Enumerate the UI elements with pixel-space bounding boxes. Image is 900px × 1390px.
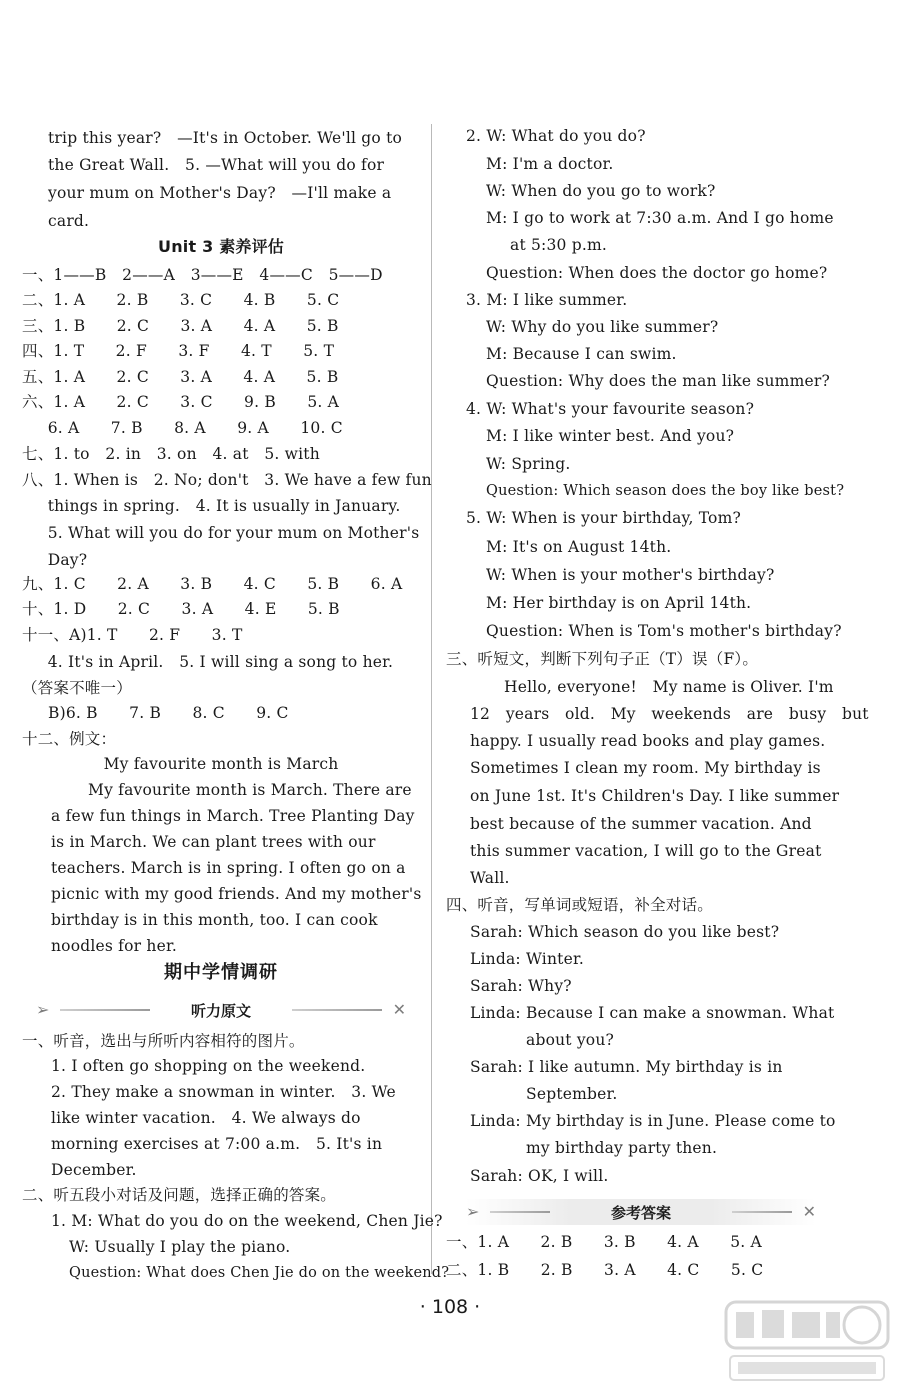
answer-line: 十二、例文：: [22, 730, 117, 748]
answer-line: 十、1. D 2. C 3. A 4. E 5. B: [22, 600, 340, 618]
transcript-line: W: Usually I play the piano.: [69, 1238, 291, 1256]
text-line: your mum on Mother's Day? —I'll make a: [48, 184, 392, 202]
transcript-line: 4. W: What's your favourite season?: [466, 400, 755, 418]
banner-label: 参考答案: [610, 1204, 671, 1222]
answer-note: （答案不唯一）: [22, 679, 132, 697]
text-line: card.: [48, 212, 90, 230]
answer-line: 一、1. A 2. B 3. B 4. A 5. A: [446, 1233, 762, 1251]
essay-line: is in March. We can plant trees with our: [51, 833, 376, 851]
text-line: trip this year? —It's in October. We'll go to: [48, 129, 403, 147]
answer-line: 五、1. A 2. C 3. A 4. A 5. B: [22, 368, 339, 386]
dialogue-line: my birthday party then.: [526, 1139, 718, 1157]
column-divider: [431, 124, 432, 1274]
transcript-line: M: Her birthday is on April 14th.: [486, 594, 752, 612]
unit-heading: Unit 3 素养评估: [158, 237, 284, 256]
transcript-line: Question: Why does the man like summer?: [486, 372, 830, 390]
answer-banner: [466, 1199, 816, 1225]
essay-line: birthday is in this month, too. I can cook: [51, 911, 378, 929]
transcript-line: W: When is your mother's birthday?: [486, 566, 775, 584]
answer-line: 三、1. B 2. C 3. A 4. A 5. B: [22, 317, 339, 335]
passage-line: on June 1st. It's Children's Day. I like summer: [470, 787, 840, 805]
dialogue-line: Sarah: OK, I will.: [470, 1167, 609, 1185]
transcript-line: 1. I often go shopping on the weekend.: [51, 1057, 366, 1075]
section-title: 期中学情调研: [164, 962, 278, 983]
question-heading: 三、听短文，判断下列句子正（T）误（F）。: [446, 650, 759, 668]
passage-line: happy. I usually read books and play games.: [470, 732, 826, 750]
dialogue-line: Sarah: Why?: [470, 977, 572, 995]
answer-line: 十一、A)1. T 2. F 3. T: [22, 626, 243, 644]
answer-line: 5. What will you do for your mum on Mother's: [32, 524, 420, 542]
passage-line: Sometimes I clean my room. My birthday is: [470, 759, 821, 777]
transcript-line: W: Spring.: [486, 455, 571, 473]
transcript-line: 3. M: I like summer.: [466, 291, 628, 309]
answer-line: 七、1. to 2. in 3. on 4. at 5. with: [22, 445, 320, 463]
answer-line: things in spring. 4. It is usually in January.: [32, 497, 401, 515]
watermark-circle: [844, 1307, 880, 1343]
arrow-left-icon: ✕: [802, 1202, 816, 1221]
dialogue-line: about you?: [526, 1031, 615, 1049]
transcript-line: Question: When does the doctor go home?: [486, 264, 828, 282]
answer-line: 一、1——B 2——A 3——E 4——C 5——D: [22, 266, 383, 284]
passage-line: best because of the summer vacation. And: [470, 815, 812, 833]
page-number: · 108 ·: [419, 1296, 481, 1318]
question-heading: 一、听音，选出与所听内容相符的图片。: [22, 1032, 305, 1050]
banner-label: 听力原文: [190, 1002, 251, 1020]
essay-line: noodles for her.: [51, 937, 177, 955]
transcript-line: morning exercises at 7:00 a.m. 5. It's in: [51, 1135, 383, 1153]
answer-line: 二、1. A 2. B 3. C 4. B 5. C: [22, 291, 340, 309]
question-heading: 二、听五段小对话及问题，选择正确的答案。: [22, 1186, 337, 1204]
essay-line: My favourite month is March. There are: [88, 781, 412, 799]
passage-line: this summer vacation, I will go to the Great: [470, 842, 822, 860]
transcript-line: 5. W: When is your birthday, Tom?: [466, 509, 741, 527]
watermark-glyph: [762, 1310, 784, 1338]
dialogue-line: September.: [526, 1085, 618, 1103]
section-banner: [36, 997, 406, 1023]
transcript-line: M: Because I can swim.: [486, 345, 677, 363]
essay-line: a few fun things in March. Tree Planting Day: [51, 807, 415, 825]
answer-line: B)6. B 7. B 8. C 9. C: [48, 704, 289, 722]
arrow-left-icon: ✕: [392, 1000, 406, 1019]
answer-line: 八、1. When is 2. No; don't 3. We have a few fun: [22, 471, 432, 489]
passage-line: Wall.: [470, 869, 510, 887]
banner-line: [292, 1009, 382, 1011]
transcript-line: Question: When is Tom's mother's birthday?: [486, 622, 842, 640]
transcript-line: 1. M: What do you do on the weekend, Chen Jie?: [51, 1212, 443, 1230]
answer-line: 二、1. B 2. B 3. A 4. C 5. C: [446, 1261, 764, 1279]
transcript-line: Question: What does Chen Jie do on the weekend?: [69, 1265, 450, 1281]
watermark-glyph: [792, 1312, 820, 1338]
watermark-url-text: [738, 1362, 876, 1374]
transcript-line: 2. W: What do you do?: [466, 127, 646, 145]
transcript-line: M: I go to work at 7:30 a.m. And I go home: [486, 209, 834, 227]
transcript-line: 2. They make a snowman in winter. 3. We: [51, 1083, 396, 1101]
question-heading: 四、听音，写单词或短语，补全对话。: [446, 896, 713, 914]
dialogue-line: Sarah: Which season do you like best?: [470, 923, 780, 941]
transcript-line: W: When do you go to work?: [486, 182, 716, 200]
answer-line: 六、1. A 2. C 3. C 9. B 5. A: [22, 393, 340, 411]
essay-line: picnic with my good friends. And my mother's: [51, 885, 422, 903]
transcript-line: W: Why do you like summer?: [486, 318, 719, 336]
answer-line: 4. It's in April. 5. I will sing a song to her.: [32, 653, 394, 671]
answer-line: 四、1. T 2. F 3. F 4. T 5. T: [22, 342, 335, 360]
passage-line: Hello, everyone! My name is Oliver. I'm: [504, 678, 834, 696]
answer-line: 九、1. C 2. A 3. B 4. C 5. B 6. A: [22, 575, 403, 593]
text-line: the Great Wall. 5. —What will you do for: [48, 156, 385, 174]
answer-line: Day?: [32, 551, 88, 569]
transcript-line: M: I'm a doctor.: [486, 155, 614, 173]
transcript-line: like winter vacation. 4. We always do: [51, 1109, 361, 1127]
transcript-line: M: It's on August 14th.: [486, 538, 672, 556]
passage-line: 12 years old. My weekends are busy but: [470, 705, 869, 723]
dialogue-line: Sarah: I like autumn. My birthday is in: [470, 1058, 783, 1076]
answer-line: 6. A 7. B 8. A 9. A 10. C: [32, 419, 343, 437]
watermark-logo: [722, 1298, 892, 1386]
transcript-line: M: I like winter best. And you?: [486, 427, 735, 445]
dialogue-line: Linda: Because I can make a snowman. What: [470, 1004, 835, 1022]
transcript-line: at 5:30 p.m.: [510, 236, 608, 254]
essay-line: teachers. March is in spring. I often go on a: [51, 859, 406, 877]
dialogue-line: Linda: Winter.: [470, 950, 584, 968]
watermark-glyph: [736, 1312, 754, 1338]
transcript-line: December.: [51, 1161, 137, 1179]
dialogue-line: Linda: My birthday is in June. Please come to: [470, 1112, 836, 1130]
transcript-line: Question: Which season does the boy like best?: [486, 483, 845, 499]
arrow-right-icon: ➢: [466, 1202, 480, 1221]
essay-title: My favourite month is March: [103, 755, 339, 773]
arrow-right-icon: ➢: [36, 1000, 50, 1019]
watermark-glyph: [826, 1312, 840, 1338]
banner-line: [732, 1211, 792, 1213]
